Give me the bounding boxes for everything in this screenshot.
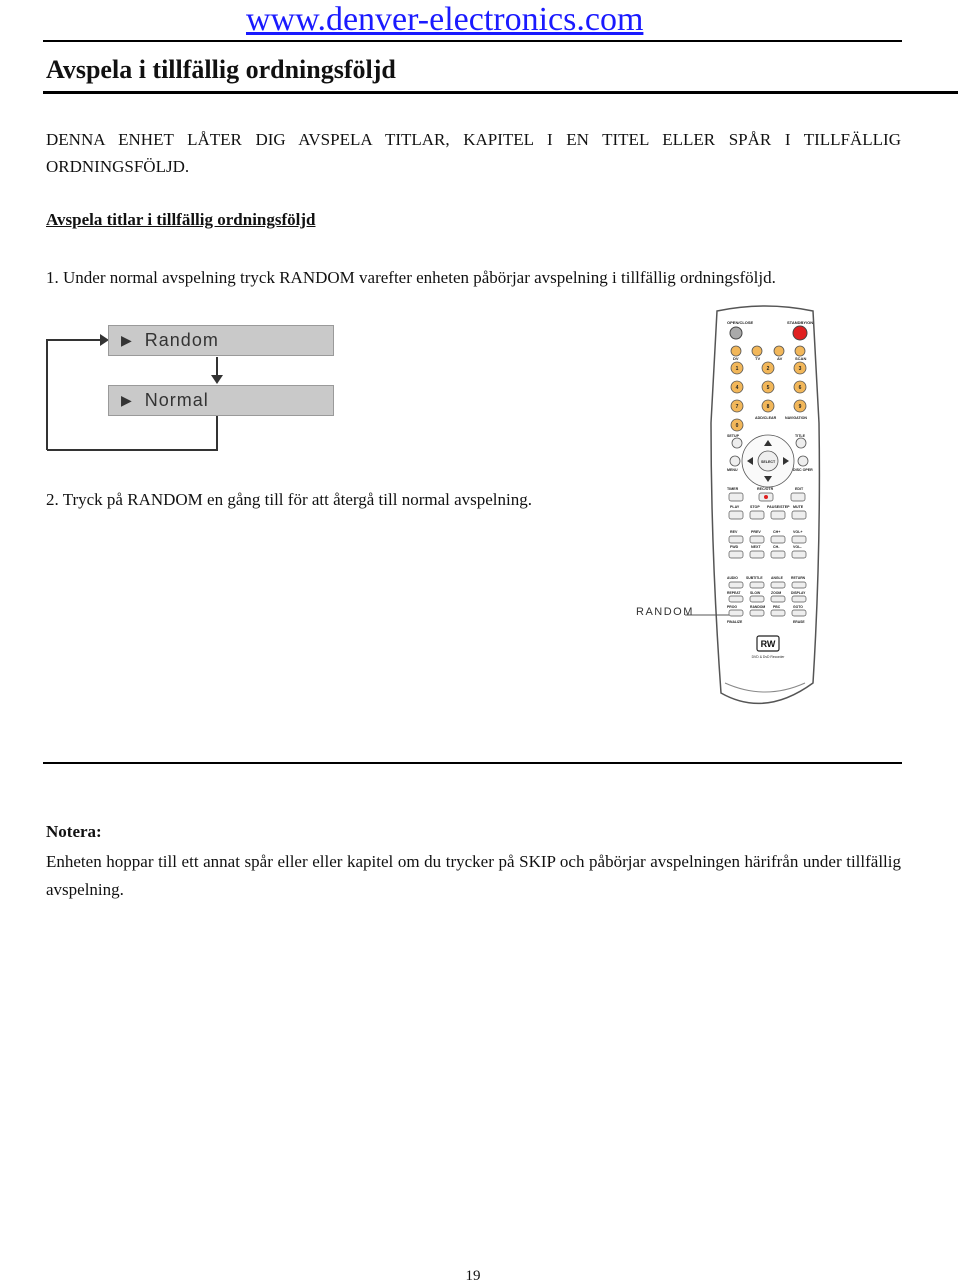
remote-label: SLOW <box>750 591 761 595</box>
random-callout-line <box>685 600 755 625</box>
open-close-button <box>730 327 742 339</box>
remote-label: PAUSE/STEP <box>767 505 790 509</box>
remote-label: PROG <box>727 605 737 609</box>
random-box-label: Random <box>144 330 219 350</box>
page-number: 19 <box>465 1268 481 1284</box>
remote-label: REPEAT <box>727 591 741 595</box>
intro-paragraph: DENNA ENHET LÅTER DIG AVSPELA TITLAR, KAPITEL I EN TITEL ELLER SPÅR I TILLFÄLLIG ORDNINGSFÖLJD. <box>46 130 901 176</box>
remote-label: 3 <box>798 366 802 372</box>
remote-control <box>705 303 825 713</box>
remote-label: REC/OTR <box>757 487 774 491</box>
remote-label: AUDIO <box>727 576 738 580</box>
remote-label: VOL+ <box>793 530 803 534</box>
remote-label: PREV <box>751 530 761 534</box>
remote-label: 6 <box>798 385 802 391</box>
section-rule <box>43 762 902 764</box>
remote-label: 8 <box>766 404 770 410</box>
play-triangle-icon: ▶ <box>121 332 133 348</box>
note-heading: Notera: <box>46 822 102 841</box>
remote-label: RETURN <box>791 576 806 580</box>
remote-label: SCAN <box>795 356 807 361</box>
remote-label: FWD <box>730 545 739 549</box>
random-box <box>108 325 334 356</box>
header-rule-bottom <box>43 91 958 94</box>
random-callout-label: RANDOM <box>636 606 694 618</box>
note-text: Enheten hoppar till ett annat spår eller eller kapitel om du trycker på SKIP och påbörjar avspelningen härifrån under tillfällig avspelning. <box>46 852 901 899</box>
remote-label: EDIT <box>795 487 804 491</box>
remote-label: PBC <box>773 605 781 609</box>
remote-label: STANDBY/ON <box>787 320 814 325</box>
remote-label: 1 <box>735 366 739 372</box>
remote-label: GOTO <box>793 605 803 609</box>
remote-label: REV <box>730 530 738 534</box>
remote-label: MUTE <box>793 505 804 509</box>
remote-label: MENU <box>727 468 738 472</box>
remote-label: 4 <box>735 385 739 391</box>
remote-label: AV <box>777 356 783 361</box>
remote-label: TIMER <box>727 487 739 491</box>
section-subheading: Avspela titlar i tillfällig ordningsföljd <box>46 210 316 229</box>
remote-label: RANDOM <box>750 605 766 609</box>
remote-label: 7 <box>735 404 739 410</box>
remote-label: NAVIGATION <box>785 416 808 420</box>
remote-label: DISC OPER <box>793 468 813 472</box>
remote-label: TV <box>755 356 761 361</box>
remote-label: STOP <box>750 505 760 509</box>
remote-label: ANGLE <box>771 576 783 580</box>
play-triangle-icon: ▶ <box>121 392 133 408</box>
step-1: 1. Under normal avspelning tryck RANDOM varefter enheten påbörjar avspelning i tillfällig ordningsföljd. <box>46 268 776 287</box>
remote-label: FINALIZE <box>727 620 743 624</box>
header-rule-top <box>43 40 902 42</box>
page-title: Avspela i tillfällig ordningsföljd <box>46 55 396 84</box>
remote-label: ADD/CLEAR <box>755 416 777 420</box>
step-2: 2. Tryck på RANDOM en gång till för att återgå till normal avspelning. <box>46 490 533 509</box>
remote-logo: RW <box>760 639 776 649</box>
remote-label: DV <box>733 356 739 361</box>
remote-label: OPEN/CLOSE <box>727 320 754 325</box>
normal-box <box>108 385 334 416</box>
remote-label: 9 <box>798 404 802 410</box>
remote-label: ZOOM <box>771 591 782 595</box>
remote-label: SUBTITLE <box>746 576 763 580</box>
remote-label: ERASE <box>793 620 805 624</box>
remote-label: CH- <box>773 545 780 549</box>
remote-label: VOL- <box>793 545 802 549</box>
remote-label: 0 <box>735 423 739 429</box>
remote-label: CH+ <box>773 530 781 534</box>
remote-brand: DVD & DvD Recorder <box>751 655 785 659</box>
remote-label: DISPLAY <box>791 591 806 595</box>
remote-drawing <box>705 303 825 713</box>
remote-label: NEXT <box>751 545 761 549</box>
remote-label: 5 <box>766 385 770 391</box>
remote-label: SETUP <box>727 434 739 438</box>
remote-label: PLAY <box>730 505 740 509</box>
remote-label: SELECT <box>761 460 776 464</box>
remote-label: 2 <box>766 366 770 372</box>
power-button <box>793 326 807 340</box>
remote-label: TITLE <box>795 434 805 438</box>
normal-box-label: Normal <box>144 390 209 410</box>
website-link[interactable]: www.denver-electronics.com <box>246 1 644 38</box>
